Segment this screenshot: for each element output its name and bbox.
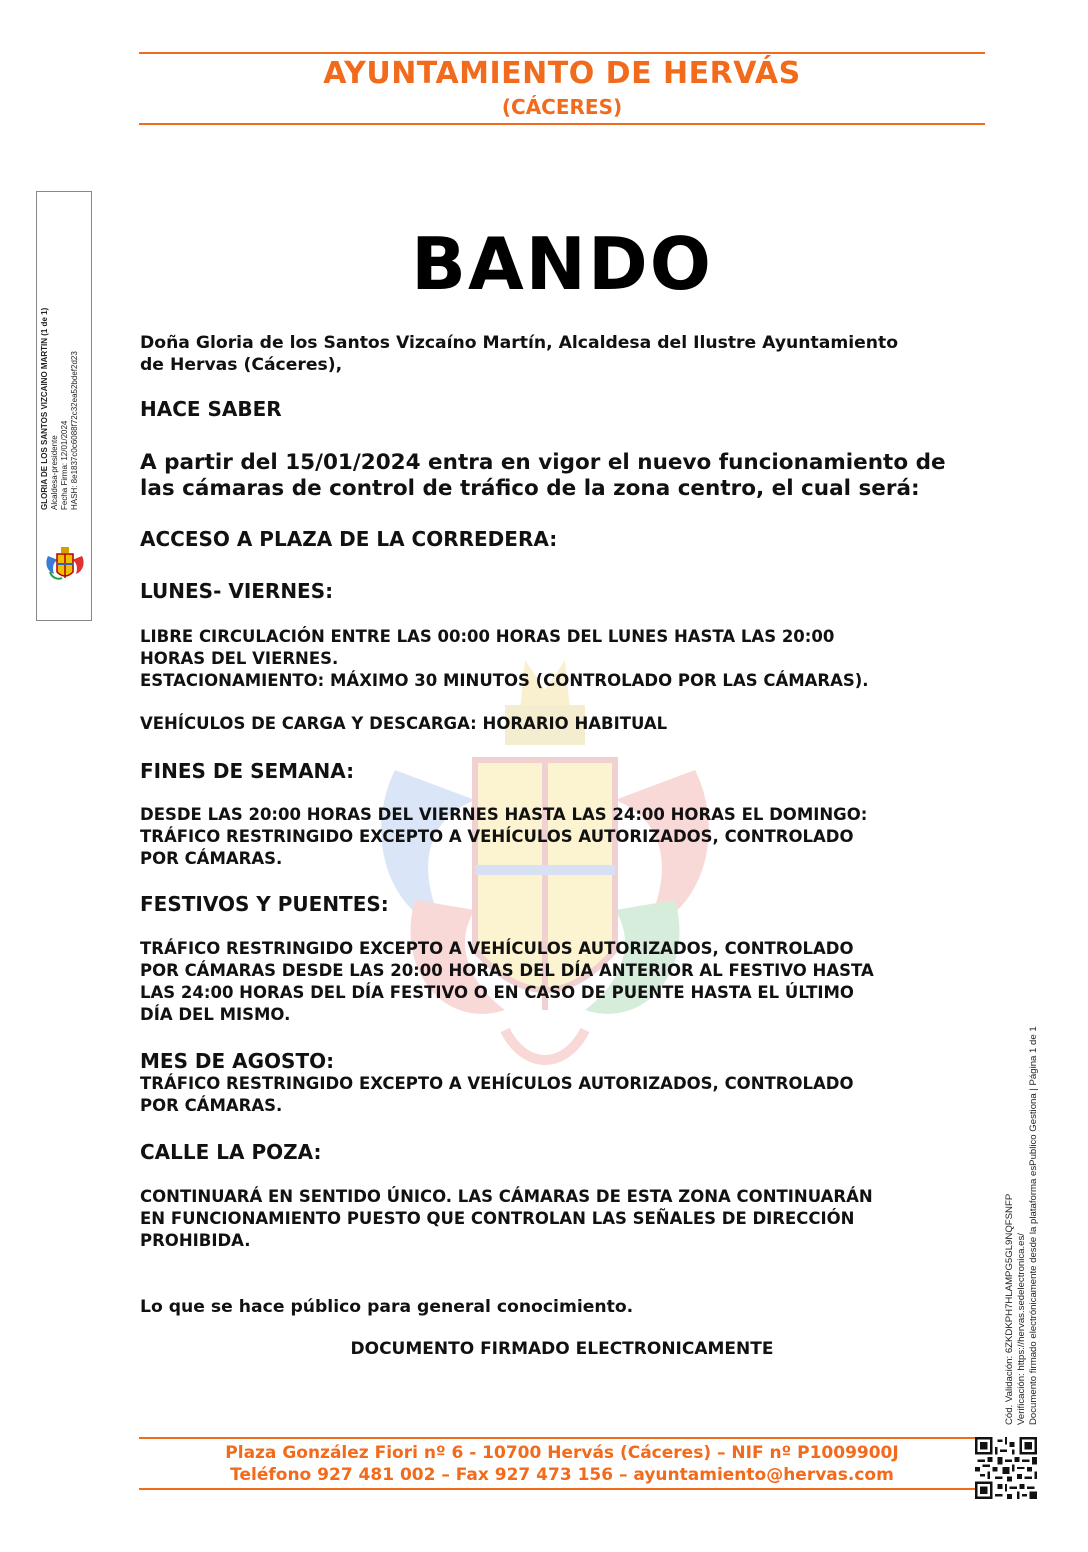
qr-code-icon	[975, 1437, 1037, 1499]
signature-date: Fecha Firma: 12/01/2024	[60, 420, 69, 510]
section-heading-holidays: FESTIVOS Y PUENTES:	[140, 892, 389, 916]
weekdays-line-3: ESTACIONAMIENTO: MÁXIMO 30 MINUTOS (CONTROLADO POR LAS CÁMARAS).	[140, 671, 869, 690]
weekdays-line-1: LIBRE CIRCULACIÓN ENTRE LAS 00:00 HORAS DEL LUNES HASTA LAS 20:00	[140, 627, 835, 646]
holidays-line-4: DÍA DEL MISMO.	[140, 1005, 291, 1024]
coat-of-arms-seal-icon	[44, 546, 86, 582]
poza-line-3: PROHIBIDA.	[140, 1231, 251, 1250]
province-subtitle: (CÁCERES)	[501, 95, 623, 119]
intro-line-2: de Hervas (Cáceres),	[140, 355, 343, 375]
closing-line: Lo que se hace público para general conocimiento.	[140, 1297, 634, 1317]
verification-url: Verificación: https://hervas.sedelectronica.es/	[1016, 1233, 1027, 1425]
signature-text	[40, 250, 80, 510]
signer-name: GLORIA DE LOS SANTOS VIZCAINO MARTIN (1 de 1)	[40, 307, 49, 510]
footer-rule-top	[139, 1437, 985, 1439]
weekend-line-3: POR CÁMARAS.	[140, 849, 283, 868]
poza-line-2: EN FUNCIONAMIENTO PUESTO QUE CONTROLAN LAS SEÑALES DE DIRECCIÓN	[140, 1209, 855, 1228]
august-line-1: TRÁFICO RESTRINGIDO EXCEPTO A VEHÍCULOS AUTORIZADOS, CONTROLADO	[140, 1074, 854, 1093]
signature-hash: HASH: 8e1837c0c6088f72c32ea52bdef2d23	[70, 351, 79, 510]
section-heading-august: MES DE AGOSTO:	[140, 1049, 335, 1073]
poza-line-1: CONTINUARÁ EN SENTIDO ÚNICO. LAS CÁMARAS DE ESTA ZONA CONTINUARÁN	[140, 1187, 873, 1206]
header-rule-bottom	[139, 123, 985, 125]
section-heading-weekend: FINES DE SEMANA:	[140, 759, 355, 783]
verification-code: Cód. Validación: 6ZKDKPH7HLAMPG5GL9NQFSNFP	[1004, 1193, 1015, 1425]
footer-contact: Teléfono 927 481 002 – Fax 927 473 156 – ayuntamiento@hervas.com	[230, 1465, 894, 1485]
section-heading-poza: CALLE LA POZA:	[140, 1140, 322, 1164]
loading-line: VEHÍCULOS DE CARGA Y DESCARGA: HORARIO HABITUAL	[140, 714, 668, 733]
signer-role: Alcaldesa-presidente	[50, 435, 59, 510]
municipality-title: AYUNTAMIENTO DE HERVÁS	[323, 56, 801, 91]
section-heading-weekdays: LUNES- VIERNES:	[140, 579, 334, 603]
august-line-2: POR CÁMARAS.	[140, 1096, 283, 1115]
main-line-2: las cámaras de control de tráfico de la zona centro, el cual será:	[140, 476, 920, 501]
verification-text	[1004, 955, 1040, 1425]
header-rule-top	[139, 52, 985, 54]
verification-platform: Documento firmado electrónicamente desde la plataforma esPublico Gestiona | Página 1 de 1	[1028, 1026, 1039, 1425]
signed-note: DOCUMENTO FIRMADO ELECTRONICAMENTE	[350, 1339, 774, 1359]
hace-saber-heading: HACE SABER	[140, 397, 282, 421]
footer-address: Plaza González Fiori nº 6 - 10700 Hervás (Cáceres) – NIF nº P1009900J	[225, 1443, 899, 1463]
weekend-line-1: DESDE LAS 20:00 HORAS DEL VIERNES HASTA LAS 24:00 HORAS EL DOMINGO:	[140, 805, 868, 824]
holidays-line-3: LAS 24:00 HORAS DEL DÍA FESTIVO O EN CASO DE PUENTE HASTA EL ÚLTIMO	[140, 983, 854, 1002]
weekdays-line-2: HORAS DEL VIERNES.	[140, 649, 339, 668]
holidays-line-2: POR CÁMARAS DESDE LAS 20:00 HORAS DEL DÍA ANTERIOR AL FESTIVO HASTA	[140, 961, 874, 980]
document-title: BANDO	[411, 222, 713, 306]
main-line-1: A partir del 15/01/2024 entra en vigor el nuevo funcionamiento de	[140, 450, 946, 475]
intro-line-1: Doña Gloria de los Santos Vizcaíno Martín, Alcaldesa del Ilustre Ayuntamiento	[140, 333, 899, 353]
holidays-line-1: TRÁFICO RESTRINGIDO EXCEPTO A VEHÍCULOS AUTORIZADOS, CONTROLADO	[140, 939, 854, 958]
weekend-line-2: TRÁFICO RESTRINGIDO EXCEPTO A VEHÍCULOS AUTORIZADOS, CONTROLADO	[140, 827, 854, 846]
section-heading-access: ACCESO A PLAZA DE LA CORREDERA:	[140, 527, 558, 551]
footer-rule-bottom	[139, 1488, 985, 1490]
